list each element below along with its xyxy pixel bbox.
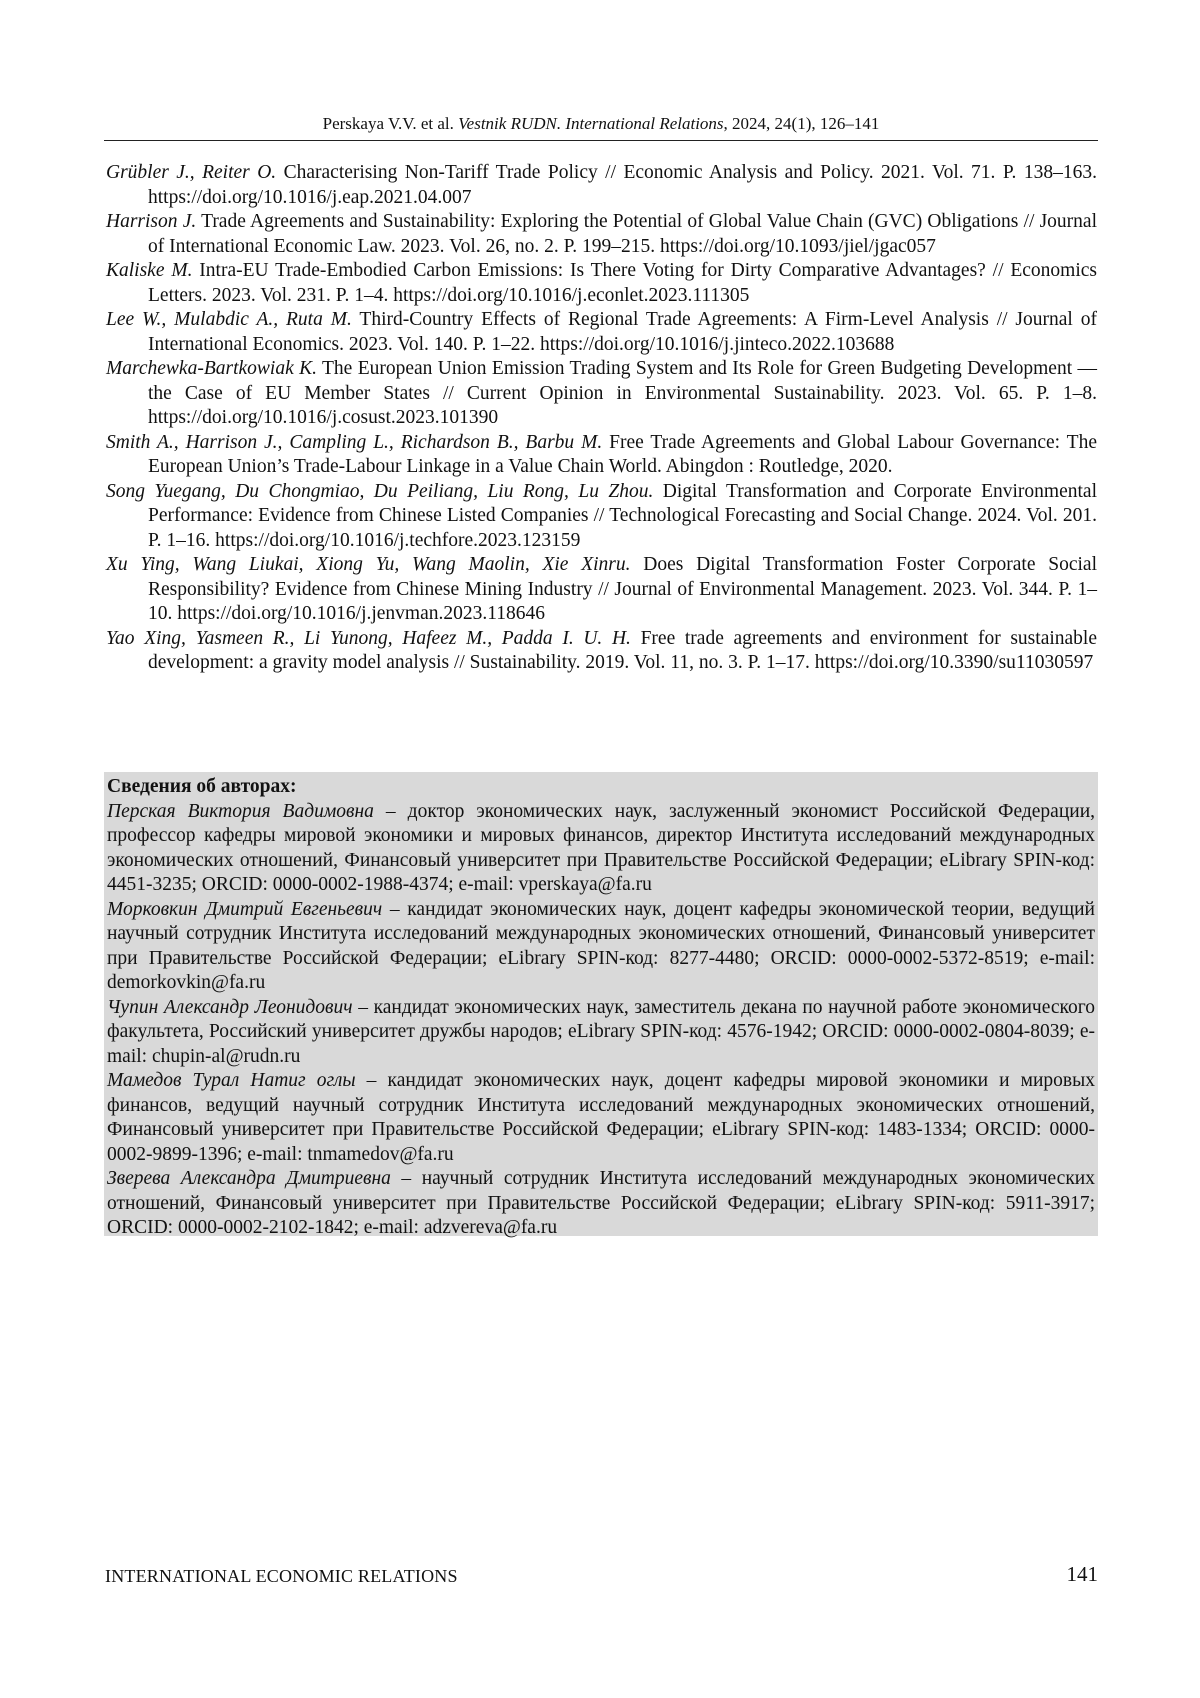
reference-item <box>106 357 1097 431</box>
running-head <box>104 112 1098 136</box>
reference-item <box>106 553 1097 627</box>
author-name: Зверева Александра Дмитриевна <box>107 1168 391 1189</box>
author-name: Морковкин Дмитрий Евгеньевич <box>107 898 383 920</box>
reference-authors: Grübler J., Reiter O. <box>106 162 277 183</box>
reference-authors: Song Yuegang, Du Chongmiao, Du Peiliang, Liu Rong, Lu Zhou. <box>106 480 654 502</box>
reference-item <box>106 431 1097 480</box>
reference-text: Third-Country Effects of Regional Trade Agreements: A Firm-Level Analysis // Journal of International Economics. 2023. Vol. 140. P. 1–22. https://doi.org/10.1016/j.jinteco.2022.103688 <box>148 309 1097 355</box>
author-name: Мамедов Турал Натиг оглы <box>107 1070 356 1091</box>
reference-item <box>106 210 1097 259</box>
author-details: – доктор экономических наук, заслуженный экономист Российской Федерации, профессор кафедры мировой экономики и мировых финансов, директор Института исследований международных экономических отношений, Финансовый университет при Правительстве Российской Федерации; eLibrary SPIN-код: 4451-3235; ORCID: 0000-0002-1988-4374; e-mail: vperskaya@fa.ru <box>107 800 1096 895</box>
author-details: – научный сотрудник Института исследований международных экономических отношений, Финансовый университет при Правительстве Российской Федерации; eLibrary SPIN-код: 5911-3917; ORCID: 0000-0002-2102-1842; e-mail: adzvereva@fa.ru <box>107 1168 1095 1238</box>
author-name: Чупин Александр Леонидович <box>107 996 353 1018</box>
author-details: – кандидат экономических наук, доцент кафедры экономической теории, ведущий научный сотрудник Института исследований международных экономических отношений, Финансовый университет при Правительстве Российской Федерации; eLibrary SPIN-код: 8277-4480; ORCID: 0000-0002-5372-8519; e-mail: demorkovkin@fa.ru <box>107 898 1095 993</box>
running-head-authors: Perskaya V.V. et al. <box>322 114 454 133</box>
page-number: 141 <box>1066 1562 1098 1586</box>
reference-authors: Marchewka-Bartkowiak K. <box>106 358 317 379</box>
reference-authors: Lee W., Mulabdic A., Ruta M. <box>106 309 352 330</box>
about-authors-box <box>104 772 1098 1236</box>
reference-text: Free Trade Agreements and Global Labour Governance: The European Union’s Trade-Labour Linkage in a Value Chain World. Abingdon : Routledge, 2020. <box>148 431 1097 477</box>
reference-item <box>106 259 1097 308</box>
reference-text: Intra-EU Trade-Embodied Carbon Emissions: Is There Voting for Dirty Comparative Advantages? // Economics Letters. 2023. Vol. 231. P. 1–4. https://doi.org/10.1016/j.econlet.2023.111305 <box>148 260 1097 306</box>
reference-authors: Kaliske M. <box>106 260 193 281</box>
reference-authors: Xu Ying, Wang Liukai, Xiong Yu, Wang Maolin, Xie Xinru. <box>106 554 631 575</box>
reference-authors: Harrison J. <box>106 211 197 232</box>
author-entry <box>107 800 1095 898</box>
reference-text: Free trade agreements and environment for sustainable development: a gravity model analysis // Sustainability. 2019. Vol. 11, no. 3. P. 1–17. https://doi.org/10.3390/su11030597 <box>148 627 1097 673</box>
running-head-citation: , 2024, 24(1), 126–141 <box>723 114 880 133</box>
author-details: – кандидат экономических наук, заместитель декана по научной работе экономического факультета, Российский университет дружбы народов; eLibrary SPIN-код: 4576-1942; ORCID: 0000-0002-0804-8039; e-mail: chupin-al@rudn.ru <box>107 996 1095 1067</box>
reference-text: Does Digital Transformation Foster Corporate Social Responsibility? Evidence from Chinese Mining Industry // Journal of Environmental Management. 2023. Vol. 344. P. 1–10. https://doi.org/10.1016/j.jenvman.2023.118646 <box>148 554 1097 624</box>
reference-list <box>106 161 1097 676</box>
reference-authors: Smith A., Harrison J., Campling L., Richardson B., Barbu M. <box>106 431 603 453</box>
header-rule <box>104 140 1098 141</box>
reference-item <box>106 161 1097 210</box>
author-details: – кандидат экономических наук, доцент кафедры мировой экономики и мировых финансов, ведущий научный сотрудник Института исследований международных экономических отношений, Финансовый университет при Правительстве Российской Федерации; eLibrary SPIN-код: 1483-1334; ORCID: 0000-0002-9899-1396; e-mail: tnmamedov@fa.ru <box>107 1070 1095 1165</box>
running-head-journal: Vestnik RUDN. International Relations <box>458 114 724 133</box>
reference-authors: Yao Xing, Yasmeen R., Li Yunong, Hafeez M., Padda I. U. H. <box>106 627 631 649</box>
about-authors-heading: Сведения об авторах: <box>107 776 297 797</box>
author-name: Перская Виктория Вадимовна <box>107 800 374 822</box>
reference-item <box>106 627 1097 676</box>
reference-text: Digital Transformation and Corporate Environmental Performance: Evidence from Chinese Listed Companies // Technological Forecasting and Social Change. 2024. Vol. 201. P. 1–16. https://doi.org/10.1016/j.techfore.2023.123159 <box>148 480 1097 551</box>
reference-item <box>106 480 1097 554</box>
footer-section-title: INTERNATIONAL ECONOMIC RELATIONS <box>105 1566 458 1586</box>
reference-text: Trade Agreements and Sustainability: Exploring the Potential of Global Value Chain (GVC) Obligations // Journal of International Economic Law. 2023. Vol. 26, no. 2. P. 199–215. https://doi.org/10.1093/jiel/jgac057 <box>148 211 1098 257</box>
reference-text: Characterising Non-Tariff Trade Policy // Economic Analysis and Policy. 2021. Vol. 71. P. 138–163. https://doi.org/10.1016/j.eap.2021.04.007 <box>148 162 1098 208</box>
author-entry <box>107 996 1095 1070</box>
author-entry <box>107 1069 1095 1167</box>
author-entry <box>107 898 1095 996</box>
reference-item <box>106 308 1097 357</box>
author-entry <box>107 1167 1095 1241</box>
reference-text: The European Union Emission Trading System and Its Role for Green Budgeting Development — the Case of EU Member States // Current Opinion in Environmental Sustainability. 2023. Vol. 65. P. 1–8. https://doi.org/10.1016/j.cosust.2023.101390 <box>148 358 1097 428</box>
